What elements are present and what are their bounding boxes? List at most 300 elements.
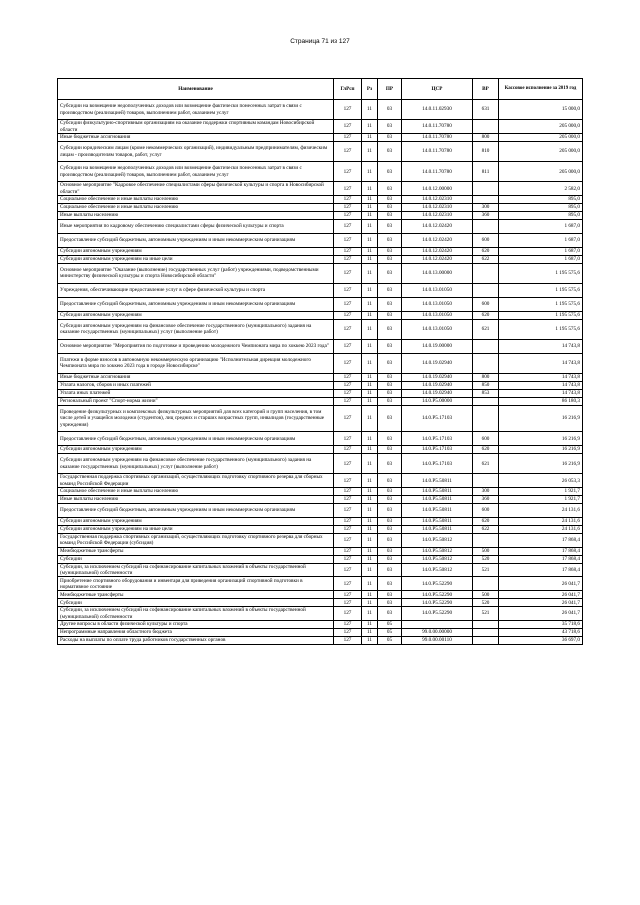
cell-amount: 15 000,0 — [499, 100, 583, 120]
cell-pr: 03 — [378, 525, 402, 533]
cell-rz: 11 — [362, 446, 378, 454]
cell-rz: 11 — [362, 517, 378, 525]
table-row — [58, 100, 583, 120]
table-row — [58, 488, 583, 496]
cell-csr: 14.0.12.00000 — [402, 182, 473, 196]
cell-code: 127 — [334, 488, 362, 496]
cell-code: 127 — [334, 233, 362, 247]
cell-vr — [473, 120, 499, 134]
cell-amount: 26 041,7 — [499, 577, 583, 591]
cell-rz: 11 — [362, 381, 378, 389]
table-body — [58, 100, 583, 645]
cell-rz: 11 — [362, 496, 378, 504]
cell-code: 127 — [334, 405, 362, 432]
cell-rz: 11 — [362, 488, 378, 496]
cell-vr: 620 — [473, 446, 499, 454]
cell-csr: 14.0.12.02310 — [402, 212, 473, 220]
cell-code: 127 — [334, 591, 362, 599]
cell-code: 127 — [334, 220, 362, 234]
table-row — [58, 283, 583, 297]
cell-code: 127 — [334, 607, 362, 621]
cell-amount: 1 921,7 — [499, 496, 583, 504]
cell-code: 127 — [334, 297, 362, 311]
table-row — [58, 212, 583, 220]
table-header — [58, 79, 583, 100]
cell-csr: 14.0.12.02420 — [402, 255, 473, 263]
cell-rz: 11 — [362, 353, 378, 373]
table-row — [58, 591, 583, 599]
cell-rz: 11 — [362, 212, 378, 220]
cell-rz: 11 — [362, 233, 378, 247]
cell-pr: 03 — [378, 389, 402, 397]
cell-name: Региональный проект "Спорт-норма жизни" — [58, 397, 334, 405]
cell-vr: 500 — [473, 547, 499, 555]
cell-amount: 17 868,4 — [499, 547, 583, 555]
cell-vr: 300 — [473, 488, 499, 496]
cell-pr: 03 — [378, 432, 402, 446]
cell-name: Приобретение спортивного оборудования и инвентаря для приведения организаций спортивной подготовки в нормативное состояние — [58, 577, 334, 591]
cell-pr: 03 — [378, 196, 402, 204]
cell-code: 127 — [334, 100, 362, 120]
cell-name: Субсидии автономным учреждениям — [58, 517, 334, 525]
cell-amount: 35 718,6 — [499, 621, 583, 629]
cell-name: Учреждения, обеспечивающие предоставление услуг в сфере физической культуры и спорта — [58, 283, 334, 297]
cell-pr: 03 — [378, 263, 402, 283]
cell-amount: 14 743,8 — [499, 339, 583, 353]
cell-csr: 14.0.11.02930 — [402, 100, 473, 120]
cell-name: Субсидии автономным учреждениям — [58, 247, 334, 255]
cell-pr: 03 — [378, 212, 402, 220]
cell-rz: 11 — [362, 591, 378, 599]
cell-code: 127 — [334, 563, 362, 577]
cell-pr: 03 — [378, 247, 402, 255]
cell-amount: 1 921,7 — [499, 488, 583, 496]
cell-csr: 14.0.12.02310 — [402, 204, 473, 212]
cell-csr: 14.0.P5.50811 — [402, 488, 473, 496]
cell-vr: 800 — [473, 133, 499, 141]
table-row — [58, 405, 583, 432]
cell-pr: 03 — [378, 405, 402, 432]
cell-name: Субсидии на возмещение недополученных доходов или возмещение фактически понесенных затрат в связи с производством (реализацией) товаров, выполнением работ, оказанием услуг — [58, 100, 334, 120]
cell-csr: 14.0.12.02310 — [402, 196, 473, 204]
cell-rz: 11 — [362, 405, 378, 432]
cell-vr: 621 — [473, 319, 499, 339]
cell-vr — [473, 339, 499, 353]
table-row — [58, 319, 583, 339]
cell-pr: 03 — [378, 141, 402, 161]
cell-rz: 11 — [362, 247, 378, 255]
cell-vr: 850 — [473, 381, 499, 389]
cell-name: Субсидии автономным учреждениям на финансовое обеспечение государственного (муниципального) задания на оказание государственных (муниципальных) услуг (выполнение работ) — [58, 454, 334, 474]
cell-pr: 05 — [378, 637, 402, 645]
cell-rz: 11 — [362, 162, 378, 182]
cell-vr: 600 — [473, 297, 499, 311]
table-row — [58, 255, 583, 263]
cell-name: Субсидии физкультурно-спортивным организациям на оказание поддержки спортивным командам Новосибирской области — [58, 120, 334, 134]
cell-rz: 11 — [362, 319, 378, 339]
cell-rz: 11 — [362, 607, 378, 621]
cell-amount: 1 195 575,6 — [499, 263, 583, 283]
header-code: ГлРсп — [334, 79, 362, 100]
cell-pr: 03 — [378, 599, 402, 607]
cell-name: Уплата налогов, сборов и иных платежей — [58, 381, 334, 389]
cell-amount: 24 131,6 — [499, 504, 583, 518]
table-row — [58, 432, 583, 446]
table-row — [58, 446, 583, 454]
cell-amount: 1 687,0 — [499, 247, 583, 255]
cell-code: 127 — [334, 599, 362, 607]
cell-name: Основное мероприятие "Мероприятия по подготовке и проведению молодежного Чемпионата мира по хоккею 2023 года" — [58, 339, 334, 353]
cell-amount: 1 687,0 — [499, 233, 583, 247]
cell-amount: 17 868,4 — [499, 555, 583, 563]
cell-name: Расходы на выплаты по оплате труда работников государственных органов — [58, 637, 334, 645]
cell-amount: 17 868,4 — [499, 533, 583, 547]
cell-rz: 11 — [362, 373, 378, 381]
cell-code: 127 — [334, 397, 362, 405]
cell-code: 127 — [334, 432, 362, 446]
cell-csr: 99.0.00.00000 — [402, 629, 473, 637]
cell-csr: 14.0.P5.50811 — [402, 496, 473, 504]
cell-pr: 03 — [378, 488, 402, 496]
cell-pr: 03 — [378, 607, 402, 621]
cell-name: Предоставление субсидий бюджетным, автономным учреждениям и иным некоммерческим организациям — [58, 504, 334, 518]
table-row — [58, 504, 583, 518]
cell-vr: 360 — [473, 496, 499, 504]
cell-pr: 03 — [378, 517, 402, 525]
header-csr: ЦСР — [402, 79, 473, 100]
cell-code: 127 — [334, 247, 362, 255]
cell-csr: 14.0.P5.17103 — [402, 432, 473, 446]
cell-pr: 03 — [378, 547, 402, 555]
cell-vr: 810 — [473, 141, 499, 161]
cell-pr: 03 — [378, 204, 402, 212]
cell-rz: 11 — [362, 629, 378, 637]
cell-csr: 14.0.12.02420 — [402, 247, 473, 255]
cell-name: Уплата иных платежей — [58, 389, 334, 397]
table-row — [58, 204, 583, 212]
cell-vr — [473, 577, 499, 591]
cell-code: 127 — [334, 389, 362, 397]
cell-vr: 600 — [473, 432, 499, 446]
cell-csr: 14.0.P5.52290 — [402, 599, 473, 607]
cell-csr: 14.0.13.00000 — [402, 263, 473, 283]
cell-pr: 03 — [378, 373, 402, 381]
cell-code: 127 — [334, 212, 362, 220]
cell-vr: 631 — [473, 100, 499, 120]
cell-rz: 11 — [362, 547, 378, 555]
cell-vr: 521 — [473, 607, 499, 621]
cell-rz: 11 — [362, 474, 378, 488]
cell-code: 127 — [334, 454, 362, 474]
cell-vr — [473, 533, 499, 547]
cell-name: Проведение физкультурных и комплексных физкультурных мероприятий для всех категорий и групп населения, в том числе детей и учащейся молодежи (студентов), лиц средних и старших возрастных групп, инвалидов (государственные учреждения) — [58, 405, 334, 432]
table-row — [58, 247, 583, 255]
table-row — [58, 547, 583, 555]
table-row — [58, 339, 583, 353]
cell-code: 127 — [334, 196, 362, 204]
cell-rz: 11 — [362, 204, 378, 212]
cell-vr — [473, 263, 499, 283]
cell-vr: 600 — [473, 233, 499, 247]
cell-pr: 03 — [378, 220, 402, 234]
cell-pr: 03 — [378, 162, 402, 182]
cell-code: 127 — [334, 353, 362, 373]
cell-code: 127 — [334, 517, 362, 525]
cell-name: Субсидии автономным учреждениям на финансовое обеспечение государственного (муниципального) задания на оказание государственных (муниципальных) услуг (выполнение работ) — [58, 319, 334, 339]
cell-rz: 11 — [362, 397, 378, 405]
cell-csr: 14.0.P5.00000 — [402, 397, 473, 405]
cell-code: 127 — [334, 373, 362, 381]
cell-rz: 11 — [362, 297, 378, 311]
cell-csr — [402, 621, 473, 629]
cell-amount: 14 743,8 — [499, 373, 583, 381]
cell-code: 127 — [334, 311, 362, 319]
cell-code: 127 — [334, 446, 362, 454]
cell-amount: 895,0 — [499, 212, 583, 220]
table-row — [58, 389, 583, 397]
header-vr: ВР — [473, 79, 499, 100]
cell-rz: 11 — [362, 555, 378, 563]
cell-name: Субсидии автономным учреждениям — [58, 446, 334, 454]
cell-vr: 500 — [473, 591, 499, 599]
cell-amount: 16 216,9 — [499, 446, 583, 454]
cell-code: 127 — [334, 577, 362, 591]
table-row — [58, 196, 583, 204]
cell-name: Субсидии юридическим лицам (кроме некоммерческих организаций), индивидуальным предпринимателям, физическим лицам - производителям товаров, работ, услуг — [58, 141, 334, 161]
cell-pr: 03 — [378, 454, 402, 474]
cell-rz: 11 — [362, 525, 378, 533]
cell-pr: 03 — [378, 297, 402, 311]
cell-amount: 26 041,7 — [499, 607, 583, 621]
cell-name: Субсидии автономным учреждениям на иные цели — [58, 525, 334, 533]
cell-vr — [473, 397, 499, 405]
cell-code: 127 — [334, 496, 362, 504]
cell-code: 127 — [334, 204, 362, 212]
table-row — [58, 120, 583, 134]
cell-vr — [473, 405, 499, 432]
cell-pr: 03 — [378, 353, 402, 373]
table-row — [58, 141, 583, 161]
cell-rz: 11 — [362, 100, 378, 120]
cell-amount: 24 131,6 — [499, 517, 583, 525]
cell-amount: 16 216,9 — [499, 454, 583, 474]
cell-name: Иные выплаты населению — [58, 212, 334, 220]
cell-code: 127 — [334, 637, 362, 645]
cell-code: 127 — [334, 120, 362, 134]
cell-pr: 03 — [378, 233, 402, 247]
cell-rz: 11 — [362, 339, 378, 353]
cell-rz: 11 — [362, 196, 378, 204]
cell-pr: 03 — [378, 591, 402, 599]
cell-name: Основное мероприятие "Оказание (выполнение) государственных услуг (работ) учреждениями, подведомственными министерству физической культуры и спорта Новосибирской области" — [58, 263, 334, 283]
cell-amount: 205 000,0 — [499, 141, 583, 161]
cell-code: 127 — [334, 141, 362, 161]
table-row — [58, 563, 583, 577]
cell-amount: 895,0 — [499, 204, 583, 212]
cell-vr — [473, 621, 499, 629]
cell-pr: 03 — [378, 100, 402, 120]
cell-amount: 14 743,8 — [499, 389, 583, 397]
cell-vr: 621 — [473, 454, 499, 474]
cell-vr: 620 — [473, 311, 499, 319]
cell-rz: 11 — [362, 504, 378, 518]
cell-amount: 17 868,4 — [499, 563, 583, 577]
cell-name: Государственная поддержка спортивных организаций, осуществляющих подготовку спортивного резерва для сборных команд Российской Федерации (субсидия) — [58, 533, 334, 547]
cell-csr: 14.0.P5.50812 — [402, 533, 473, 547]
cell-name: Предоставление субсидий бюджетным, автономным учреждениям и иным некоммерческим организациям — [58, 432, 334, 446]
table-row — [58, 297, 583, 311]
cell-name: Государственная поддержка спортивных организаций, осуществляющих подготовку спортивного резерва для сборных команд Российской Федерации — [58, 474, 334, 488]
cell-rz: 11 — [362, 141, 378, 161]
cell-csr: 14.0.11.70780 — [402, 120, 473, 134]
cell-pr: 03 — [378, 311, 402, 319]
cell-vr — [473, 182, 499, 196]
table-row — [58, 220, 583, 234]
cell-csr: 14.0.P5.50812 — [402, 555, 473, 563]
page-label: Страница 71 из 127 — [290, 38, 350, 45]
cell-csr: 14.0.19.00000 — [402, 339, 473, 353]
cell-vr: 360 — [473, 212, 499, 220]
cell-pr: 03 — [378, 283, 402, 297]
table-row — [58, 577, 583, 591]
cell-csr: 14.0.13.01050 — [402, 311, 473, 319]
cell-rz: 11 — [362, 120, 378, 134]
cell-name: Межбюджетные трансферты — [58, 591, 334, 599]
cell-pr: 03 — [378, 182, 402, 196]
cell-pr: 03 — [378, 319, 402, 339]
cell-pr: 03 — [378, 381, 402, 389]
table-row — [58, 474, 583, 488]
cell-code: 127 — [334, 339, 362, 353]
cell-vr: 600 — [473, 504, 499, 518]
table-row — [58, 555, 583, 563]
table-row — [58, 311, 583, 319]
cell-amount: 2 582,0 — [499, 182, 583, 196]
cell-rz: 11 — [362, 255, 378, 263]
cell-amount: 26 041,7 — [499, 599, 583, 607]
table-row — [58, 454, 583, 474]
cell-csr: 14.0.P5.52290 — [402, 607, 473, 621]
cell-rz: 11 — [362, 263, 378, 283]
cell-pr: 03 — [378, 504, 402, 518]
cell-name: Непрограммные направления областного бюджета — [58, 629, 334, 637]
cell-amount: 205 000,0 — [499, 133, 583, 141]
cell-rz: 11 — [362, 621, 378, 629]
cell-code: 127 — [334, 525, 362, 533]
cell-vr: 620 — [473, 247, 499, 255]
cell-pr: 03 — [378, 339, 402, 353]
cell-csr: 14.0.P5.50811 — [402, 525, 473, 533]
cell-vr: 520 — [473, 599, 499, 607]
cell-amount: 1 195 575,6 — [499, 283, 583, 297]
cell-name: Субсидии, за исключением субсидий на софинансирование капитальных вложений в объекты государственной (муниципальной) собственности — [58, 607, 334, 621]
cell-csr: 14.0.19.02940 — [402, 381, 473, 389]
cell-pr: 03 — [378, 533, 402, 547]
cell-rz: 11 — [362, 311, 378, 319]
cell-vr — [473, 629, 499, 637]
cell-pr: 03 — [378, 474, 402, 488]
cell-name: Иные мероприятия по кадровому обеспечению специалистами сферы физической культуры и спорта — [58, 220, 334, 234]
table-row — [58, 533, 583, 547]
cell-rz: 11 — [362, 563, 378, 577]
cell-pr: 03 — [378, 133, 402, 141]
cell-vr — [473, 196, 499, 204]
cell-code: 127 — [334, 555, 362, 563]
cell-csr: 14.0.P5.50811 — [402, 474, 473, 488]
cell-code: 127 — [334, 283, 362, 297]
cell-vr — [473, 353, 499, 373]
cell-amount: 86 180,3 — [499, 397, 583, 405]
cell-csr: 14.0.19.02940 — [402, 389, 473, 397]
cell-csr: 99.0.00.00110 — [402, 637, 473, 645]
cell-name: Предоставление субсидий бюджетным, автономным учреждениям и иным некоммерческим организациям — [58, 297, 334, 311]
cell-rz: 11 — [362, 533, 378, 547]
cell-name: Социальное обеспечение и иные выплаты населению — [58, 196, 334, 204]
cell-csr: 14.0.P5.50812 — [402, 563, 473, 577]
cell-code: 127 — [334, 621, 362, 629]
cell-name: Субсидии — [58, 599, 334, 607]
cell-csr: 14.0.11.70780 — [402, 141, 473, 161]
cell-code: 127 — [334, 255, 362, 263]
cell-vr: 811 — [473, 162, 499, 182]
cell-name: Субсидии, за исключением субсидий на софинансирование капитальных вложений в объекты государственной (муниципальной) собственности — [58, 563, 334, 577]
cell-rz: 11 — [362, 283, 378, 297]
cell-vr: 622 — [473, 255, 499, 263]
cell-vr — [473, 220, 499, 234]
cell-rz: 11 — [362, 432, 378, 446]
cell-code: 127 — [334, 263, 362, 283]
cell-csr: 14.0.P5.52290 — [402, 577, 473, 591]
cell-csr: 14.0.19.02940 — [402, 353, 473, 373]
cell-rz: 11 — [362, 182, 378, 196]
cell-name: Иные бюджетные ассигнования — [58, 133, 334, 141]
table-row — [58, 373, 583, 381]
header-amount: Кассовое исполнение за 2019 год — [499, 79, 583, 100]
cell-vr — [473, 637, 499, 645]
cell-pr: 05 — [378, 621, 402, 629]
cell-amount: 1 195 575,6 — [499, 297, 583, 311]
cell-name: Субсидии — [58, 555, 334, 563]
cell-name: Субсидии автономным учреждениям — [58, 311, 334, 319]
cell-code: 127 — [334, 162, 362, 182]
cell-amount: 1 687,0 — [499, 255, 583, 263]
cell-vr — [473, 283, 499, 297]
table-row — [58, 182, 583, 196]
cell-amount: 16 216,9 — [499, 405, 583, 432]
table-row — [58, 133, 583, 141]
cell-vr — [473, 474, 499, 488]
cell-rz: 11 — [362, 454, 378, 474]
cell-vr: 800 — [473, 373, 499, 381]
cell-code: 127 — [334, 547, 362, 555]
budget-execution-table — [57, 78, 583, 645]
cell-amount: 26 041,7 — [499, 591, 583, 599]
cell-rz: 11 — [362, 599, 378, 607]
cell-csr: 14.0.P5.17103 — [402, 446, 473, 454]
cell-amount: 205 000,0 — [499, 120, 583, 134]
cell-amount: 895,0 — [499, 196, 583, 204]
cell-code: 127 — [334, 182, 362, 196]
cell-pr: 03 — [378, 255, 402, 263]
cell-code: 127 — [334, 133, 362, 141]
cell-csr: 14.0.13.01050 — [402, 283, 473, 297]
cell-name: Иные выплаты населению — [58, 496, 334, 504]
table-row — [58, 607, 583, 621]
table-row — [58, 599, 583, 607]
cell-pr: 03 — [378, 397, 402, 405]
cell-name: Социальное обеспечение и иные выплаты населению — [58, 204, 334, 212]
cell-name: Иные бюджетные ассигнования — [58, 373, 334, 381]
